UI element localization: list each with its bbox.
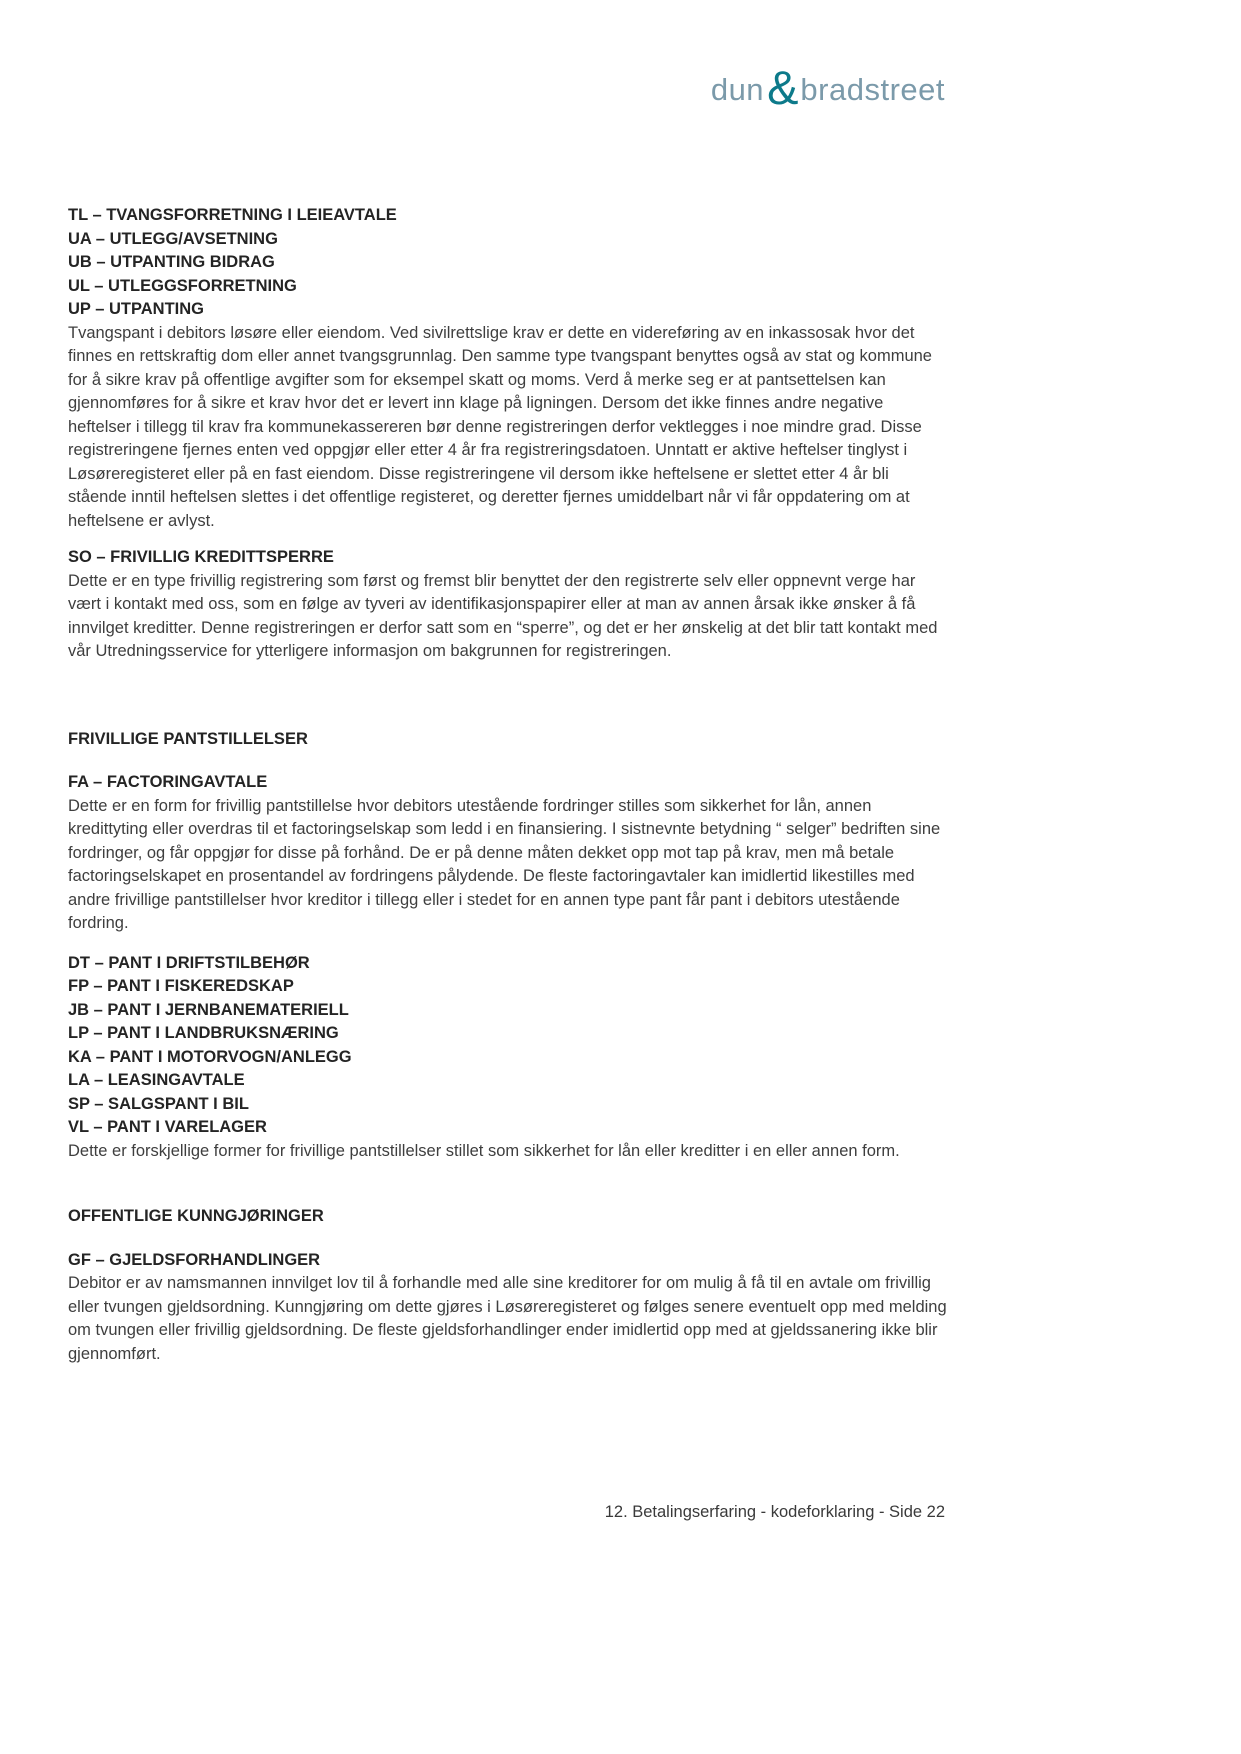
code-list-enforcement xyxy=(68,204,950,322)
code-list-pant xyxy=(68,952,950,1140)
code-heading-lp: LP – PANT I LANDBRUKSNÆRING xyxy=(68,1024,339,1042)
paragraph-fa: Dette er en form for frivillig pantstillelse hvor debitors utestående fordringer stilles som sikkerhet for lån, annen kredittyting eller overdras til et factoringselskap som ledd i en finansiering. I sistnevnte betydning “ selger” bedriften sine fordringer, og får oppgjør for disse på forhånd. De er på denne måten dekket opp mot tap på krav, men må betale factoringselskapet en prosentandel av fordringens pålydende. De fleste factoringavtaler kan imidlertid likestilles med andre frivillige pantstillelser hvor kreditor i tillegg eller i stedet for en annen type pant får pant i debitors utestående fordring. xyxy=(68,796,941,932)
code-heading-jb: JB – PANT I JERNBANEMATERIELL xyxy=(68,1000,349,1019)
code-heading-gf: GF – GJELDSFORHANDLINGER xyxy=(68,1250,321,1269)
dnb-logo xyxy=(710,61,945,115)
page-footer xyxy=(605,1501,945,1524)
section-heading-offentlige-kunngjoringer: OFFENTLIGE KUNNGJØRINGER xyxy=(68,1207,324,1225)
code-heading-ub: UB – UTPANTING BIDRAG xyxy=(68,253,275,271)
logo-bradstreet: bradstreet xyxy=(800,72,945,107)
code-heading-fa: FA – FACTORINGAVTALE xyxy=(68,773,268,791)
code-heading-sp: SP – SALGSPANT I BIL xyxy=(68,1094,249,1113)
logo-ampersand-icon: & xyxy=(767,61,799,114)
code-heading-up: UP – UTPANTING xyxy=(68,300,204,318)
code-heading-fp: FP – PANT I FISKEREDSKAP xyxy=(68,977,294,995)
section-heading-frivillige-pantstillelser: FRIVILLIGE PANTSTILLELSER xyxy=(68,729,308,748)
paragraph-gf: Debitor er av namsmannen innvilget lov til å forhandle med alle sine kreditorer for om mulig å få til en avtale om frivillig eller tvungen gjeldsordning. Kunngjøring om dette gjøres i Løsøreregisteret og følges senere eventuelt opp med melding om tvungen eller frivillig gjeldsordning. De fleste gjeldsforhandlinger ender imidlertid opp med at gjeldssanering ikke blir gjennomført. xyxy=(68,1274,947,1363)
code-heading-so: SO – FRIVILLIG KREDITTSPERRE xyxy=(68,548,334,566)
document-body xyxy=(68,204,950,1366)
logo-dun: dun xyxy=(710,72,765,107)
code-heading-ka: KA – PANT I MOTORVOGN/ANLEGG xyxy=(68,1047,352,1066)
code-heading-tl: TL – TVANGSFORRETNING I LEIEAVTALE xyxy=(68,206,397,224)
paragraph-so: Dette er en type frivillig registrering som først og fremst blir benyttet der den registrerte selv eller oppnevnt verge har vært i kontakt med oss, som en følge av tyveri av identifikasjonspapirer eller at man av annen årsak ikke ønsker å få innvilget kreditter. Denne registreringen er derfor satt som en “sperre”, og det er her ønskelig at det blir tatt kontakt med vår Utredningsservice for ytterligere informasjon om bakgrunnen for registreringen. xyxy=(68,571,938,660)
code-heading-vl: VL – PANT I VARELAGER xyxy=(68,1118,267,1136)
page-footer-text: 12. Betalingserfaring - kodeforklaring - Side 22 xyxy=(604,1503,945,1521)
code-heading-ul: UL – UTLEGGSFORRETNING xyxy=(68,276,297,295)
code-heading-ua: UA – UTLEGG/AVSETNING xyxy=(68,229,278,248)
code-heading-dt: DT – PANT I DRIFTSTILBEHØR xyxy=(68,953,310,972)
code-heading-la: LA – LEASINGAVTALE xyxy=(68,1071,245,1089)
paragraph-pant: Dette er forskjellige former for frivillige pantstillelser stillet som sikkerhet for lån eller kreditter i en eller annen form. xyxy=(68,1141,900,1160)
paragraph-utpanting: Tvangspant i debitors løsøre eller eiendom. Ved sivilrettslige krav er dette en videreføring av en inkassosak hvor det finnes en rettskraftig dom eller annet tvangsgrunnlag. Den samme type tvangspant benyttes også av stat og kommune for å sikre krav på offentlige avgifter som for eksempel skatt og moms. Verd å merke seg er at pantsettelsen kan gjennomføres for å sikre et krav hvor det er levert inn klage på ligningen. Dersom det ikke finnes andre negative heftelser i tillegg til krav fra kommunekassereren bør denne registreringen derfor vektlegges i noe mindre grad. Disse registreringene fjernes enten ved oppgjør eller etter 4 år fra registreringsdatoen. Unntatt er aktive heftelser tinglyst i Løsøreregisteret eller på en fast eiendom. Disse registreringene vil dersom ikke heftelsene er slettet etter 4 år bli stående inntil heftelsen slettes i det offentlige registeret, og deretter fjernes umiddelbart når vi får oppdatering om at heftelsene er avlyst. xyxy=(68,323,932,530)
